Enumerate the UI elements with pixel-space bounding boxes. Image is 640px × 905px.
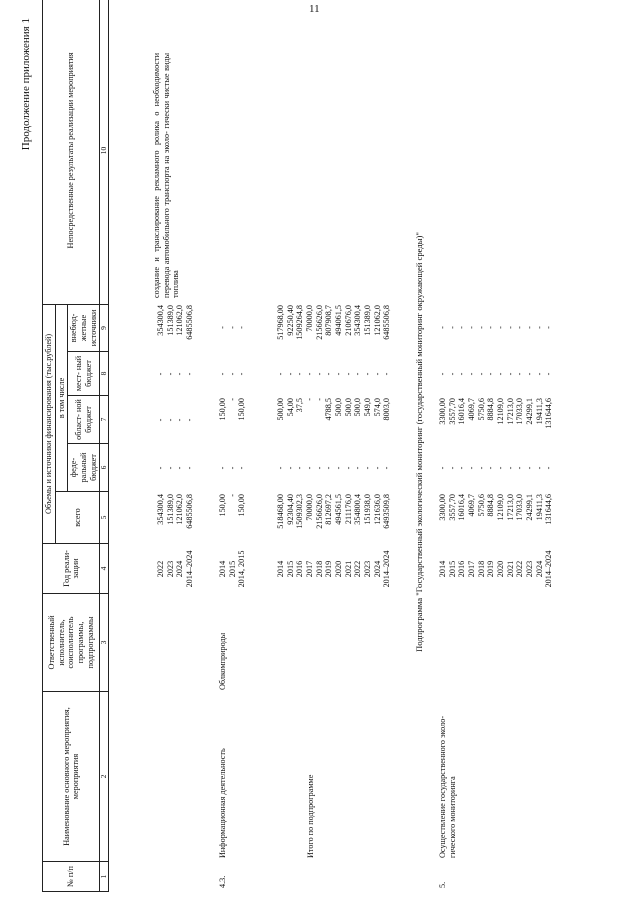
page-number: 11 [309,3,320,15]
table-cell: - [353,372,363,376]
table-cell: 37,5 [295,398,305,413]
table-cell: - [505,372,515,376]
row-number: 4.3. [218,875,227,888]
table-cell: - [467,372,477,376]
table-cell: 4069,7 [467,398,477,421]
row-result: создание и транслирование рекламного ролика о необходимости перевода автомобильного транспорта на эколо- гически чистые виды топлива [152,53,181,298]
table-cell: 19411,3 [534,398,544,425]
table-cell: 2019 [324,560,334,578]
header-federal: феде- ральный бюджет [68,444,100,492]
table-cell: 2156626,0 [314,305,324,340]
table-cell: - [227,466,237,470]
table-body [152,47,620,892]
table-cell: - [218,372,227,376]
table-cell: 17213,0 [505,494,515,521]
table-cell: - [227,398,237,401]
table-cell: 6485506,8 [185,305,195,340]
table-cell: 150,00 [237,398,247,421]
table-cell: 24299,1 [525,494,535,521]
table-cell: 2024 [372,560,382,578]
table-cell: - [467,326,477,329]
table-cell: - [544,372,554,376]
table-cell: 3557,70 [447,398,457,425]
table-cell: - [438,372,447,376]
table-cell: 121636,0 [372,494,382,525]
table-cell: 2017 [467,560,477,578]
table-cell: - [305,398,315,401]
table-cell: 17033,0 [515,398,525,425]
table-cell: - [372,372,382,376]
block-5 [438,47,568,892]
table-cell: - [505,326,515,329]
table-cell: 500,00 [276,398,285,421]
table-cell: 2020 [334,560,344,578]
table-cell: - [372,466,382,470]
table-cell: - [438,326,447,329]
table-cell: - [218,466,227,470]
subprogram-title: Подпрограмма "Государственный экологический мониторинг (государственный мониторинг окружающей среды)" [414,232,424,652]
table-cell: - [343,466,353,470]
table-cell: 151389,0 [165,494,175,525]
table-cell: 517968,00 [276,305,285,340]
table-cell: - [496,372,506,376]
table-cell: - [457,326,467,329]
local-column [156,354,195,394]
table-cell: - [314,398,324,401]
table-cell: 4788,5 [324,398,334,421]
table-cell: - [334,372,344,376]
table-cell: 2014 [276,560,285,578]
table-cell: - [165,418,175,422]
table-cell: 2014 [438,560,447,578]
table-cell: 54,00 [285,398,295,417]
table-cell: 2014–2024 [544,550,554,588]
table-cell: - [156,466,165,470]
row-name: Осуществление государственного эколо- гического мониторинга [438,715,457,858]
table-cell: 354800,4 [353,494,363,525]
table-cell: - [227,326,237,329]
year-column [438,546,554,592]
block-subprogram-total [276,47,406,892]
table-cell: - [534,466,544,470]
total-column [276,494,392,542]
table-cell: - [525,372,535,376]
table-cell: 19411,3 [534,494,544,521]
table-cell: 2023 [525,560,535,578]
table-cell: 3300,00 [438,398,447,425]
table-cell: 574,0 [372,398,382,417]
table-cell: 6485506,8 [185,494,195,529]
table-cell: 807908,7 [324,305,334,336]
table-cell: - [276,466,285,470]
table-cell: - [447,326,457,329]
header-total: всего [55,492,100,544]
table-cell: 518468,00 [276,494,285,529]
table-cell: - [334,466,344,470]
table-cell: 8884,8 [486,398,496,421]
federal-column [156,446,195,490]
col-number: 3 [100,594,109,692]
table-cell: 2023 [165,560,175,578]
table-cell: - [505,466,515,470]
table-cell: 16016,4 [457,494,467,521]
extra-column [276,305,392,350]
table-cell: - [525,326,535,329]
table-cell: 5750,6 [476,494,486,517]
header-regional: област- ной бюджет [68,396,100,444]
table-cell: 494061,5 [334,305,344,336]
col-number: 6 [100,444,109,492]
table-header [42,0,109,892]
table-cell: 70000,0 [305,305,315,332]
table-cell: - [496,326,506,329]
table-cell: 2017 [305,560,315,578]
table-cell: - [382,372,392,376]
table-cell: - [457,372,467,376]
table-cell: - [276,372,285,376]
table-cell: - [285,372,295,376]
col-number: 7 [100,396,109,444]
regional-column [156,398,195,442]
table-cell: 812697,2 [324,494,334,525]
table-cell: 8003,0 [382,398,392,421]
total-column [438,494,554,542]
regional-column [218,398,247,442]
extra-column [218,305,247,350]
table-cell: 2022 [515,560,525,578]
table-cell: 2015 [447,560,457,578]
table-cell: 6493509,8 [382,494,392,529]
header-extra: внебюд- жетные источники [68,304,100,351]
table-cell: 17033,0 [515,494,525,521]
table-cell: 131644,6 [544,398,554,429]
table-cell: - [476,466,486,470]
table-cell: 2019 [486,560,496,578]
table-cell: 92250,40 [285,305,295,336]
table-cell: - [515,466,525,470]
table-cell: - [237,466,247,470]
table-cell: 92304,40 [285,494,295,525]
table-cell: 70000,0 [305,494,315,521]
table-cell: 6485506,8 [382,305,392,340]
table-cell: 150,00 [218,398,227,421]
table-cell: 151389,0 [363,305,373,336]
table-cell: - [343,372,353,376]
col-number: 4 [100,544,109,594]
table-cell: 354300,4 [156,494,165,525]
header-num: № п/п [43,862,100,892]
table-cell: - [363,466,373,470]
table-cell: 1509264,8 [295,305,305,340]
local-column [218,354,247,394]
appendix-title: Продолжение приложения 1 [20,18,32,151]
table-cell: - [467,466,477,470]
table-cell: - [175,466,185,470]
table-cell: - [476,372,486,376]
row-name: Итого по подпрограмме [306,774,315,858]
extra-column [156,305,195,350]
table-cell: 8884,8 [486,494,496,517]
table-cell: - [314,466,324,470]
table-cell: - [185,418,195,422]
table-cell: - [156,372,165,376]
table-cell: - [486,466,496,470]
table-cell: - [165,372,175,376]
table-cell: - [175,418,185,422]
total-column [156,494,195,542]
local-column [438,354,554,394]
table-cell: - [175,372,185,376]
table-cell: 2014–2024 [185,550,195,588]
table-cell: 131644,6 [544,494,554,525]
table-cell: 500,0 [343,398,353,417]
table-cell: 2015 [285,560,295,578]
header-funding: Объемы и источники финансирования (тыс.рублей) [43,304,56,543]
table-cell: - [447,466,457,470]
table-cell: - [534,372,544,376]
table-cell: 3300,00 [438,494,447,521]
table-cell: - [237,326,247,329]
table-cell: 549,0 [363,398,373,417]
table-cell: - [237,372,247,376]
table-cell: 12109,0 [496,494,506,521]
regional-column [276,398,392,442]
table-cell: 5750,6 [476,398,486,421]
table-cell: - [353,466,363,470]
header-executor: Ответственный исполнитель, соисполнитель программы, подпрограммы [43,594,100,692]
table-cell: - [156,418,165,422]
col-number: 10 [100,0,109,304]
col-number: 8 [100,352,109,396]
table-cell: 500,0 [353,398,363,417]
table-cell: - [185,466,195,470]
table-cell: - [314,372,324,376]
table-cell: - [438,466,447,470]
table-cell: 151389,0 [165,305,175,336]
table-cell: 2023 [363,560,373,578]
table-cell: - [324,466,334,470]
table-cell: 2022 [353,560,363,578]
table-cell: 2018 [314,560,324,578]
table-cell: - [486,372,496,376]
col-number: 1 [100,862,109,892]
table-cell: - [363,372,373,376]
table-cell: - [382,466,392,470]
table-cell: - [227,494,237,497]
table-cell: - [165,466,175,470]
table-cell: - [285,466,295,470]
row-executor: Облкомприроды [218,632,227,690]
local-column [276,354,392,394]
table-cell: 3557,70 [447,494,457,521]
table-cell: 150,00 [218,494,227,517]
row-name: Информационная деятельность [218,748,227,858]
table-cell: - [218,326,227,329]
table-cell: 12109,0 [496,398,506,425]
table-cell: 121062,0 [175,494,185,525]
table-cell: - [295,372,305,376]
table-cell: 2021 [343,560,353,578]
subprogram-title-row [414,47,428,892]
table-cell: - [525,466,535,470]
col-number: 5 [100,492,109,544]
table-cell: 2016 [295,560,305,578]
table-cell: 2020 [496,560,506,578]
header-year: Год реали- зации [43,544,100,594]
table-cell: 210676,0 [343,305,353,336]
table-cell: - [476,326,486,329]
year-column [156,546,195,592]
table-cell: 151938,0 [363,494,373,525]
table-cell: 354300,4 [353,305,363,336]
table-cell: 2024 [175,560,185,578]
table-cell: - [496,466,506,470]
table-cell: 494561,5 [334,494,344,525]
total-column [218,494,247,542]
table-cell: 2022 [156,560,165,578]
table-cell: 1509302,3 [295,494,305,529]
header-result: Непосредственные результаты реализации мероприятия [43,0,100,304]
table-cell: - [324,372,334,376]
table-cell: 2156626,0 [314,494,324,529]
table-cell: 354300,4 [156,305,165,336]
table-cell: 500,0 [334,398,344,417]
table-cell: - [305,372,315,376]
table-cell: 16016,4 [457,398,467,425]
table-cell: - [486,326,496,329]
table-cell: - [515,372,525,376]
table-cell: 2024 [534,560,544,578]
regional-column [438,398,554,442]
table-cell: - [447,372,457,376]
table-cell: - [457,466,467,470]
table-cell: 121062,0 [372,305,382,336]
year-column [218,546,247,592]
table-cell: 4069,7 [467,494,477,517]
year-column [276,546,392,592]
table-cell: - [305,466,315,470]
col-number: 2 [100,692,109,862]
table-cell: 121062,0 [175,305,185,336]
table-cell: - [185,372,195,376]
table-cell: 17213,0 [505,398,515,425]
table-cell: 2018 [476,560,486,578]
table-cell: - [515,326,525,329]
table-cell: 2014, 2015 [237,550,247,588]
table-cell: 24299,1 [525,398,535,425]
header-in-that-number: в том числе [55,304,68,491]
table-cell: 2016 [457,560,467,578]
table-cell: - [227,372,237,376]
header-local: мест- ный бюджет [68,352,100,396]
federal-column [218,446,247,490]
table-cell: 211176,0 [343,494,353,525]
header-name: Наименование основного мероприятия, мероприятия [43,692,100,862]
table-cell: - [534,326,544,329]
federal-column [438,446,554,490]
row-number: 5. [438,881,447,888]
rotated-sheet [20,12,620,892]
table-cell: 150,00 [237,494,247,517]
table-cell: - [544,326,554,329]
col-number: 9 [100,304,109,351]
table-cell: - [295,466,305,470]
table-cell: 2015 [227,560,237,578]
table-cell: 2021 [505,560,515,578]
table-cell: 2014 [218,560,227,578]
federal-column [276,446,392,490]
table-cell: 2014–2024 [382,550,392,588]
table-cell: - [544,466,554,470]
extra-column [438,305,554,350]
